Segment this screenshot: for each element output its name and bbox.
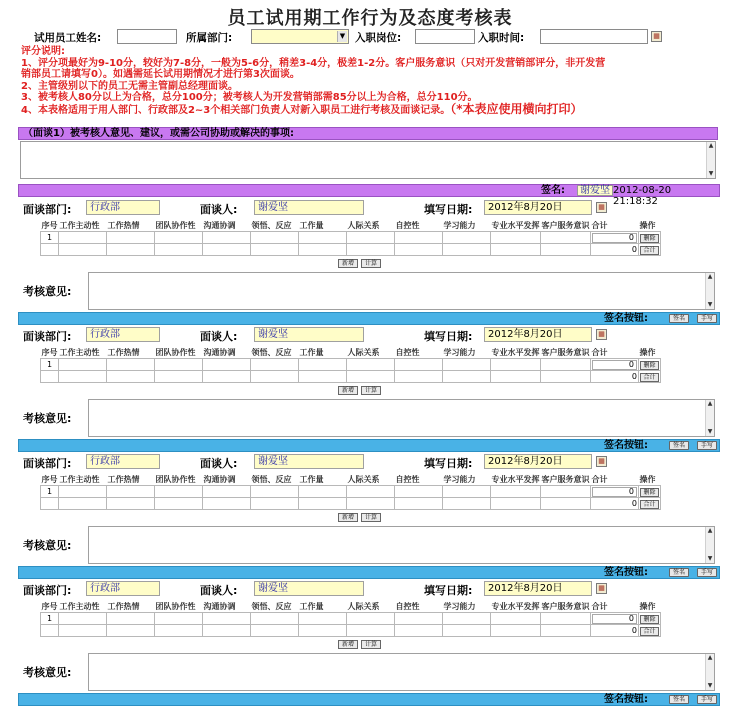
add-button[interactable]: 新增 xyxy=(338,386,358,395)
employee-info-row xyxy=(0,28,740,46)
score-cell[interactable] xyxy=(107,371,155,383)
score-cell[interactable] xyxy=(541,486,591,498)
grid-column-header: 专业水平发挥 xyxy=(491,348,540,357)
grid-column-header: 合计 xyxy=(591,348,608,357)
score-cell[interactable] xyxy=(155,613,203,625)
table-row xyxy=(41,232,661,244)
notes-line: 3、被考核人80分以上为合格，总分100分；被考核人为开发营销部需85分以上为合格，总分110分。 xyxy=(21,92,478,103)
grid-column-header: 沟通协调 xyxy=(203,602,236,611)
score-cell[interactable] xyxy=(347,232,395,244)
grid-column-header: 序号 xyxy=(41,348,58,357)
interviewer-input[interactable]: 谢爱坚 xyxy=(254,581,364,596)
employee-name-label: 试用员工姓名: xyxy=(34,32,102,44)
grid-header-row xyxy=(41,347,661,359)
grid-column-header: 操作 xyxy=(639,221,656,230)
score-cell[interactable] xyxy=(299,371,347,383)
interviewer-input[interactable]: 谢爱坚 xyxy=(254,327,364,342)
grid-header-row xyxy=(41,220,661,232)
action-cell xyxy=(639,625,661,637)
score-cell[interactable] xyxy=(155,359,203,371)
interview-dept-input[interactable]: 行政部 xyxy=(86,200,160,215)
section-header xyxy=(18,453,720,470)
score-cell[interactable] xyxy=(491,371,541,383)
table-row xyxy=(41,498,661,510)
grid-column-header: 沟通协调 xyxy=(203,475,236,484)
total-cell xyxy=(591,359,639,371)
calculate-button[interactable]: 计算 xyxy=(361,513,381,522)
grid-column-header: 专业水平发挥 xyxy=(491,602,540,611)
grid-column-header: 人际关系 xyxy=(347,602,380,611)
fill-date-input[interactable]: 2012年8月20日 xyxy=(484,454,592,469)
scrollbar[interactable]: ▲ ▼ xyxy=(706,142,715,178)
sign-button[interactable]: 签名 xyxy=(669,314,689,323)
interview1-header: （面谈1）被考核人意见、建议，或需公司协助或解决的事项: xyxy=(18,127,718,140)
interviewer-input[interactable]: 谢爱坚 xyxy=(254,454,364,469)
score-cell[interactable] xyxy=(491,486,541,498)
score-cell[interactable] xyxy=(203,486,251,498)
total-cell xyxy=(591,486,639,498)
sign-button-label: 签名按钮: xyxy=(604,694,648,705)
fill-date-input[interactable]: 2012年8月20日 xyxy=(484,581,592,596)
total-button[interactable]: 合计 xyxy=(640,373,659,382)
score-cell[interactable] xyxy=(347,613,395,625)
score-cell[interactable] xyxy=(395,486,443,498)
grid-column-header: 工作主动性 xyxy=(59,475,100,484)
action-cell xyxy=(639,371,661,383)
score-cell[interactable] xyxy=(251,359,299,371)
calendar-icon[interactable]: ▦ xyxy=(596,202,607,213)
score-cell[interactable] xyxy=(59,371,107,383)
add-button[interactable]: 新增 xyxy=(338,640,358,649)
interview1-sign-bar xyxy=(18,184,720,207)
score-cell[interactable] xyxy=(347,371,395,383)
interviewer-input[interactable]: 谢爱坚 xyxy=(254,200,364,215)
opinion-row xyxy=(18,398,720,438)
calendar-icon[interactable]: ▦ xyxy=(596,456,607,467)
grid-column-header: 专业水平发挥 xyxy=(491,475,540,484)
grid-column-header: 工作量 xyxy=(299,221,324,230)
score-cell[interactable] xyxy=(203,625,251,637)
entry-time-input[interactable] xyxy=(540,29,648,44)
grid-column-header: 领悟、反应 xyxy=(251,602,292,611)
grid-column-header: 操作 xyxy=(639,475,656,484)
sign-bar xyxy=(18,566,720,579)
score-cell[interactable] xyxy=(299,625,347,637)
score-cell[interactable] xyxy=(491,625,541,637)
fill-date-input[interactable]: 2012年8月20日 xyxy=(484,327,592,342)
opinion-textarea[interactable] xyxy=(88,399,715,437)
grid-column-header: 序号 xyxy=(41,221,58,230)
grid-column-header: 合计 xyxy=(591,221,608,230)
score-cell[interactable] xyxy=(299,498,347,510)
grid-column-header: 自控性 xyxy=(395,348,420,357)
score-grid xyxy=(40,220,661,256)
opinion-label: 考核意见: xyxy=(23,412,72,425)
grid-column-header: 操作 xyxy=(639,348,656,357)
action-cell xyxy=(639,359,661,371)
score-cell[interactable] xyxy=(59,498,107,510)
entry-time-label: 入职时间: xyxy=(478,32,525,44)
notes-line: 4、本表格适用于用人部门、行政部及2~3个相关部门负责人对新入职员工进行考核及面谈记录。（*本表应使用横向打印） xyxy=(21,101,583,116)
score-cell[interactable] xyxy=(443,371,491,383)
score-cell[interactable] xyxy=(251,371,299,383)
score-cell[interactable] xyxy=(299,613,347,625)
score-cell[interactable] xyxy=(155,244,203,256)
opinion-row xyxy=(18,271,720,311)
calendar-icon[interactable]: ▦ xyxy=(596,583,607,594)
score-cell[interactable] xyxy=(541,244,591,256)
grid-column-header: 客户服务意识 xyxy=(541,221,590,230)
score-cell[interactable] xyxy=(107,613,155,625)
score-cell[interactable] xyxy=(347,359,395,371)
grid-column-header: 工作主动性 xyxy=(59,602,100,611)
score-grid xyxy=(40,474,661,510)
grid-column-header: 人际关系 xyxy=(347,348,380,357)
score-grid xyxy=(40,347,661,383)
score-cell[interactable] xyxy=(541,613,591,625)
row-total: 0 xyxy=(592,233,637,243)
sign-time: 2012-08-20 21:18:32 xyxy=(613,185,672,207)
grid-column-header: 团队协作性 xyxy=(155,475,196,484)
sign-button[interactable]: 签名 xyxy=(669,695,689,704)
score-cell[interactable] xyxy=(59,486,107,498)
chevron-down-icon[interactable]: ▼ xyxy=(337,31,347,42)
add-button[interactable]: 新增 xyxy=(338,259,358,268)
grid-column-header: 团队协作性 xyxy=(155,221,196,230)
grid-column-header: 团队协作性 xyxy=(155,348,196,357)
score-cell[interactable] xyxy=(395,232,443,244)
grid-column-header: 人际关系 xyxy=(347,221,380,230)
grid-column-header: 合计 xyxy=(591,475,608,484)
score-cell[interactable] xyxy=(251,498,299,510)
sign-bar xyxy=(18,693,720,706)
score-cell[interactable] xyxy=(203,371,251,383)
score-cell[interactable] xyxy=(251,244,299,256)
action-cell xyxy=(639,232,661,244)
score-grid xyxy=(40,601,661,637)
score-cell[interactable] xyxy=(395,359,443,371)
score-cell[interactable] xyxy=(347,486,395,498)
opinion-textarea[interactable] xyxy=(88,526,715,564)
score-cell[interactable] xyxy=(347,625,395,637)
fill-date-label: 填写日期: xyxy=(424,330,473,343)
score-cell[interactable] xyxy=(203,232,251,244)
grid-column-header: 工作量 xyxy=(299,475,324,484)
score-cell[interactable] xyxy=(155,625,203,637)
grid-column-header: 工作热情 xyxy=(107,475,140,484)
score-cell[interactable] xyxy=(541,371,591,383)
grid-header-row xyxy=(41,474,661,486)
score-cell[interactable] xyxy=(251,486,299,498)
total-button[interactable]: 合计 xyxy=(640,246,659,255)
grid-buttons xyxy=(338,511,384,522)
interview-dept-label: 面谈部门: xyxy=(23,457,72,470)
total-button[interactable]: 合计 xyxy=(640,500,659,509)
row-total: 0 xyxy=(592,614,637,624)
sign-button-label: 签名按钮: xyxy=(604,313,648,324)
sign-button-label: 签名按钮: xyxy=(604,440,648,451)
grid-column-header: 工作热情 xyxy=(107,221,140,230)
sum-cell: 0 xyxy=(591,371,639,383)
section-header xyxy=(18,326,720,343)
handwrite-button[interactable]: 手写 xyxy=(697,568,717,577)
grid-column-header: 工作主动性 xyxy=(59,221,100,230)
handwrite-button[interactable]: 手写 xyxy=(697,695,717,704)
score-cell[interactable] xyxy=(491,359,541,371)
interview1-textarea[interactable] xyxy=(20,141,716,179)
grid-column-header: 工作热情 xyxy=(107,348,140,357)
grid-column-header: 团队协作性 xyxy=(155,602,196,611)
sign-button[interactable]: 签名 xyxy=(669,441,689,450)
score-cell[interactable] xyxy=(491,498,541,510)
grid-column-header: 客户服务意识 xyxy=(541,348,590,357)
grid-buttons xyxy=(338,638,384,649)
notes-heading: 评分说明: xyxy=(21,46,65,57)
sum-cell: 0 xyxy=(591,244,639,256)
score-cell[interactable] xyxy=(203,613,251,625)
handwrite-button[interactable]: 手写 xyxy=(697,441,717,450)
grid-header-row xyxy=(41,601,661,613)
score-cell[interactable] xyxy=(299,232,347,244)
score-cell[interactable] xyxy=(443,486,491,498)
table-row xyxy=(41,244,661,256)
score-cell[interactable] xyxy=(443,625,491,637)
score-cell[interactable] xyxy=(251,232,299,244)
section-header xyxy=(18,199,720,216)
interview-dept-label: 面谈部门: xyxy=(23,330,72,343)
score-cell[interactable] xyxy=(59,244,107,256)
delete-button[interactable]: 删除 xyxy=(640,615,659,624)
scoring-notes xyxy=(21,46,721,116)
score-cell[interactable] xyxy=(443,232,491,244)
fill-date-label: 填写日期: xyxy=(424,457,473,470)
position-label: 入职岗位: xyxy=(355,32,402,44)
score-cell[interactable] xyxy=(299,486,347,498)
handwrite-button[interactable]: 手写 xyxy=(697,314,717,323)
grid-column-header: 学习能力 xyxy=(443,221,476,230)
score-cell[interactable] xyxy=(491,244,541,256)
total-button[interactable]: 合计 xyxy=(640,627,659,636)
grid-column-header: 自控性 xyxy=(395,602,420,611)
grid-column-header: 合计 xyxy=(591,602,608,611)
notes-line: 销部员工请填写0）。如遇需延长试用期情况才进行第3次面谈。 xyxy=(21,69,300,80)
interview-dept-input[interactable]: 行政部 xyxy=(86,454,160,469)
grid-column-header: 序号 xyxy=(41,602,58,611)
table-row xyxy=(41,625,661,637)
sign-bar xyxy=(18,439,720,452)
calculate-button[interactable]: 计算 xyxy=(361,259,381,268)
grid-column-header: 工作热情 xyxy=(107,602,140,611)
score-cell[interactable] xyxy=(251,613,299,625)
grid-column-header: 学习能力 xyxy=(443,602,476,611)
score-cell[interactable] xyxy=(107,625,155,637)
score-cell[interactable] xyxy=(541,232,591,244)
grid-column-header: 领悟、反应 xyxy=(251,475,292,484)
score-cell[interactable] xyxy=(395,371,443,383)
opinion-label: 考核意见: xyxy=(23,285,72,298)
interview-dept-input[interactable]: 行政部 xyxy=(86,581,160,596)
grid-column-header: 沟通协调 xyxy=(203,221,236,230)
score-cell[interactable] xyxy=(347,498,395,510)
score-cell[interactable] xyxy=(251,625,299,637)
sign-button[interactable]: 签名 xyxy=(669,568,689,577)
row-number: 1 xyxy=(41,359,59,371)
score-cell[interactable] xyxy=(59,359,107,371)
section-header xyxy=(18,580,720,597)
grid-column-header: 人际关系 xyxy=(347,475,380,484)
score-cell[interactable] xyxy=(107,244,155,256)
page-title: 员工试用期工作行为及态度考核表 xyxy=(227,8,513,29)
interview-dept-input[interactable]: 行政部 xyxy=(86,327,160,342)
department-select[interactable] xyxy=(251,29,349,44)
grid-column-header: 自控性 xyxy=(395,475,420,484)
grid-column-header: 工作主动性 xyxy=(59,348,100,357)
score-cell[interactable] xyxy=(59,613,107,625)
interviewer-label: 面谈人: xyxy=(200,457,238,470)
score-cell[interactable] xyxy=(299,244,347,256)
scrollbar[interactable]: ▲ ▼ xyxy=(705,527,714,563)
sign-button-label: 签名按钮: xyxy=(604,567,648,578)
delete-button[interactable]: 删除 xyxy=(640,234,659,243)
grid-column-header: 学习能力 xyxy=(443,475,476,484)
interviewer-label: 面谈人: xyxy=(200,584,238,597)
score-cell[interactable] xyxy=(395,625,443,637)
sum-cell: 0 xyxy=(591,625,639,637)
action-cell xyxy=(639,498,661,510)
action-cell xyxy=(639,244,661,256)
row-number: 1 xyxy=(41,613,59,625)
scrollbar[interactable]: ▲ ▼ xyxy=(705,654,714,690)
score-cell[interactable] xyxy=(155,371,203,383)
table-row xyxy=(41,486,661,498)
calendar-icon[interactable]: ▦ xyxy=(651,31,662,42)
calendar-icon[interactable]: ▦ xyxy=(596,329,607,340)
calculate-button[interactable]: 计算 xyxy=(361,386,381,395)
grid-column-header: 序号 xyxy=(41,475,58,484)
fill-date-label: 填写日期: xyxy=(424,203,473,216)
opinion-label: 考核意见: xyxy=(23,666,72,679)
score-cell[interactable] xyxy=(541,498,591,510)
delete-button[interactable]: 删除 xyxy=(640,488,659,497)
score-cell[interactable] xyxy=(443,244,491,256)
interview-dept-label: 面谈部门: xyxy=(23,203,72,216)
grid-column-header: 客户服务意识 xyxy=(541,602,590,611)
score-cell[interactable] xyxy=(107,359,155,371)
grid-buttons xyxy=(338,257,384,268)
row-total: 0 xyxy=(592,487,637,497)
opinion-row xyxy=(18,652,720,692)
position-input[interactable] xyxy=(415,29,475,44)
interview-dept-label: 面谈部门: xyxy=(23,584,72,597)
grid-column-header: 工作量 xyxy=(299,602,324,611)
grid-column-header: 沟通协调 xyxy=(203,348,236,357)
score-cell[interactable] xyxy=(203,244,251,256)
score-cell[interactable] xyxy=(541,625,591,637)
notes-line: 2、主管级别以下的员工无需主管副总经理面谈。 xyxy=(21,80,238,92)
score-cell[interactable] xyxy=(443,359,491,371)
interviewer-label: 面谈人: xyxy=(200,203,238,216)
score-cell[interactable] xyxy=(155,486,203,498)
grid-column-header: 操作 xyxy=(639,602,656,611)
row-total: 0 xyxy=(592,360,637,370)
total-cell xyxy=(591,232,639,244)
grid-column-header: 客户服务意识 xyxy=(541,475,590,484)
opinion-row xyxy=(18,525,720,565)
total-cell xyxy=(591,613,639,625)
calculate-button[interactable]: 计算 xyxy=(361,640,381,649)
score-cell[interactable] xyxy=(395,498,443,510)
row-number: 1 xyxy=(41,232,59,244)
grid-column-header: 学习能力 xyxy=(443,348,476,357)
score-cell[interactable] xyxy=(395,613,443,625)
table-row xyxy=(41,613,661,625)
interviewer-label: 面谈人: xyxy=(200,330,238,343)
grid-column-header: 专业水平发挥 xyxy=(491,221,540,230)
score-cell[interactable] xyxy=(203,359,251,371)
score-cell[interactable] xyxy=(59,625,107,637)
opinion-label: 考核意见: xyxy=(23,539,72,552)
table-row xyxy=(41,371,661,383)
grid-buttons xyxy=(338,384,384,395)
action-cell xyxy=(639,613,661,625)
print-note: （*本表应使用横向打印） xyxy=(450,101,583,116)
score-cell[interactable] xyxy=(347,244,395,256)
row-number: 1 xyxy=(41,486,59,498)
score-cell[interactable] xyxy=(299,359,347,371)
sign-label: 签名: xyxy=(541,185,565,196)
score-cell[interactable] xyxy=(59,232,107,244)
score-cell[interactable] xyxy=(203,498,251,510)
opinion-textarea[interactable] xyxy=(88,272,715,310)
sign-bar xyxy=(18,312,720,325)
table-row xyxy=(41,359,661,371)
fill-date-input[interactable]: 2012年8月20日 xyxy=(484,200,592,215)
delete-button[interactable]: 删除 xyxy=(640,361,659,370)
score-cell[interactable] xyxy=(107,486,155,498)
score-cell[interactable] xyxy=(491,613,541,625)
fill-date-label: 填写日期: xyxy=(424,584,473,597)
opinion-textarea[interactable] xyxy=(88,653,715,691)
department-label: 所属部门: xyxy=(186,32,233,44)
sign-name: 谢爱坚 xyxy=(577,185,613,196)
grid-column-header: 工作量 xyxy=(299,348,324,357)
score-cell[interactable] xyxy=(541,359,591,371)
grid-column-header: 领悟、反应 xyxy=(251,221,292,230)
grid-column-header: 领悟、反应 xyxy=(251,348,292,357)
score-cell[interactable] xyxy=(395,244,443,256)
score-cell[interactable] xyxy=(155,498,203,510)
scrollbar[interactable]: ▲ ▼ xyxy=(705,400,714,436)
employee-name-input[interactable] xyxy=(117,29,177,44)
action-cell xyxy=(639,486,661,498)
add-button[interactable]: 新增 xyxy=(338,513,358,522)
score-cell[interactable] xyxy=(107,498,155,510)
score-cell[interactable] xyxy=(155,232,203,244)
score-cell[interactable] xyxy=(107,232,155,244)
score-cell[interactable] xyxy=(491,232,541,244)
grid-column-header: 自控性 xyxy=(395,221,420,230)
sum-cell: 0 xyxy=(591,498,639,510)
notes-line: 1、评分项最好为9-10分，较好为7-8分，一般为5-6分，稍差3-4分，极差1-2分。客户服务意识（只对开发营销部评分，非开发营 xyxy=(21,57,606,69)
score-cell[interactable] xyxy=(443,498,491,510)
score-cell[interactable] xyxy=(443,613,491,625)
scrollbar[interactable]: ▲ ▼ xyxy=(705,273,714,309)
